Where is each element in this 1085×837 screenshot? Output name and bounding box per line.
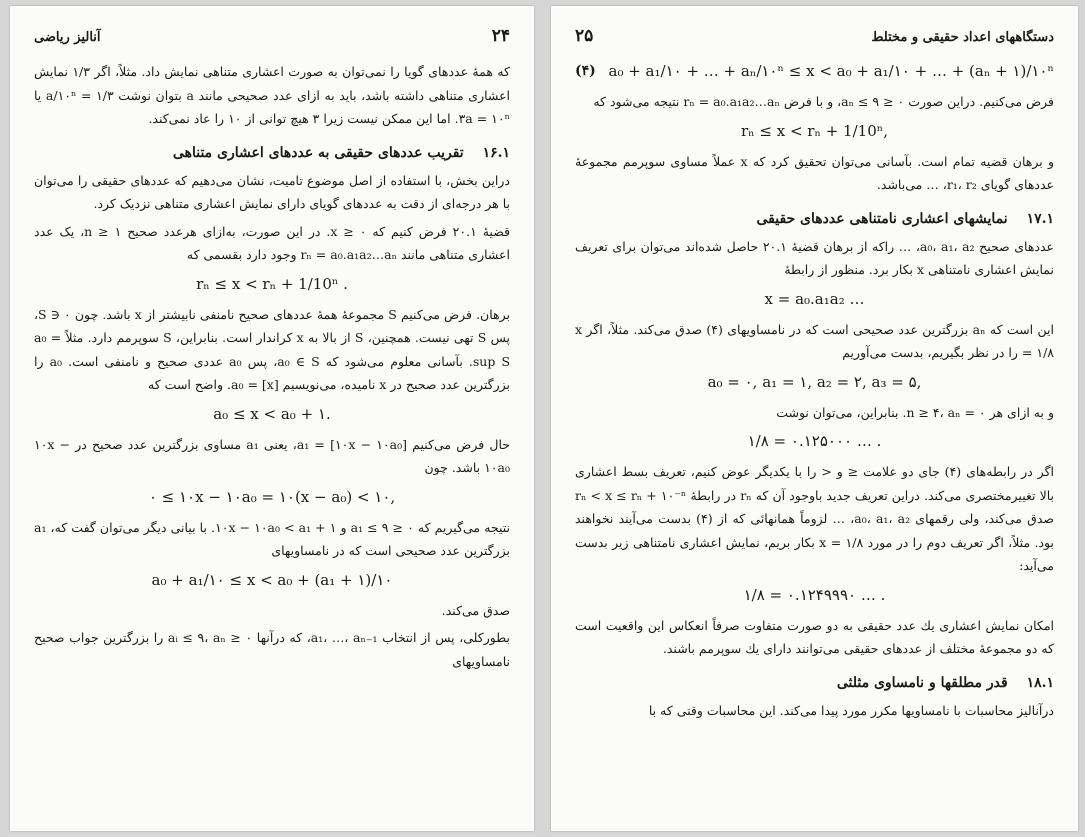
right-page <box>551 6 1078 831</box>
paragraph: که همهٔ عددهای گویا را نمی‌توان به صورت اعشاری متناهی نمایش داد. مثلاً، اگر ۱/۳ نمایش اعشاری متناهی داشته باشد، باید به ازای عدد صحیحی مانند a بتوان نوشت a/۱۰ⁿ = ۱/۳ یا ۳a = ۱۰ⁿ. اما این ممکن نیست زیرا ۳ هیچ توانی از ۱۰ را عاد نمی‌کند. <box>34 64 511 126</box>
running-head: دستگاههای اعداد حقیقی و مختلط <box>871 30 1054 45</box>
equation: a₀ + a₁/۱۰ ≤ x < a₀ + (a₁ + ۱)/۱۰ <box>151 570 393 589</box>
page-number: ۲۴ <box>491 26 510 46</box>
left-page <box>10 6 534 831</box>
section-title: قدر مطلقها و نامساوی مثلثی <box>836 674 1008 691</box>
numbered-equation <box>575 60 1054 82</box>
section-number: ۱۷.۱ <box>1026 210 1054 227</box>
equation: ۱/۸ = ۰.۱۲۴۹۹۹۰ … . <box>743 585 886 604</box>
section-title: تقریب عددهای حقیقی به عددهای اعشاری متناهی <box>172 144 464 161</box>
theorem-statement: قضیهٔ ۲۰.۱ فرض کنیم که x ≥ ۰. در این صورت، به‌ازای هرعدد صحیح n ≥ ۱، یک عدد اعشاری متناهی مانند rₙ = a₀.a₁a₂…aₙ وجود دارد بقسمی که <box>34 223 511 262</box>
section-heading <box>575 673 1054 693</box>
section-number: ۱۶.۱ <box>482 144 510 161</box>
equation: a₀ ≤ x < a₀ + ۱. <box>213 404 331 423</box>
running-head: آنالیز ریاضی <box>34 30 101 45</box>
paragraph: صدق می‌کند. <box>441 602 510 618</box>
proof-paragraph: برهان. فرض می‌کنیم S مجموعهٔ همهٔ عددهای صحیح نامنفی نابیشتر از x باشد. چون S ∋ ۰، پس S تهی نیست. همچنین، S از بالا به x کراندار است. بنابراین، S سوپرمم دارد. مثلاً a₀ = sup S. بآسانی معلوم می‌شود که a₀ ∈ S، پس a₀ عددی صحیح و نامنفی است. a₀ را بزرگترین عدد صحیح در x نامیده، می‌نویسیم a₀ = [x]. واضح است که <box>34 306 511 392</box>
paragraph: فرض می‌کنیم. دراین صورت ۰ ≤ aₙ ≤ ۹، و با فرض rₙ = a₀.a₁a₂…aₙ نتیجه می‌شود که <box>593 94 1054 109</box>
paragraph: و برهان قضیه تمام است. بآسانی می‌توان تحقیق کرد که x عملاً مساوی سوپرمم مجموعهٔ عددهای گویای r₁، r₂، … می‌باشد. <box>575 153 1054 192</box>
section-number: ۱۸.۱ <box>1026 674 1054 691</box>
equation: rₙ ≤ x < rₙ + 1/10ⁿ, <box>740 121 889 140</box>
equation: rₙ ≤ x < rₙ + 1/10ⁿ . <box>196 274 348 293</box>
page-header <box>575 26 1054 46</box>
paragraph: درآنالیز محاسبات با نامساویها مکرر مورد پیدا می‌کند. این محاسبات وقتی که با <box>648 702 1054 718</box>
equation: ۱/۸ = ۰.۱۲۵۰۰۰ … . <box>747 432 882 450</box>
paragraph: امکان نمایش اعشاری یك عدد حقیقی به دو صورت متفاوت صرفاً انعکاس این واقعیت است که دو مجموعهٔ مختلف از عددهای حقیقی می‌توانند دارای یك سوپرمم باشند. <box>575 617 1054 656</box>
section-title: نمایشهای اعشاری نامتناهی عددهای حقیقی <box>756 210 1008 227</box>
paragraph: حال فرض می‌کنیم a₁ = [۱۰x − ۱۰a₀]، یعنی a₁ مساوی بزرگترین عدد صحیح در ۱۰x − ۱۰a₀ باشد. چون <box>34 436 510 475</box>
paragraph: اگر در رابطه‌های (۴) جای دو علامت ≤ و < را با یکدیگر عوض کنیم، تعریف بسط اعشاری بالا تغییرمختصری می‌کند. دراین تعریف جدید باوجود آن که rₙ در رابطهٔ rₙ < x ≤ rₙ + ۱۰⁻ⁿ صدق می‌کند، ولی رقمهای a₀، a₁، a₂، … لزوماً همانهائی که از (۴) بدست می‌آیند نخواهند بود. مثلاً، اگر تعریف دوم را در مورد x = ۱/۸ بکار بریم، نمایش اعشاری نامتناهی زیر بدست می‌آید: <box>575 464 1055 573</box>
paragraph: دراین بخش، با استفاده از اصل موضوع تامیت، نشان می‌دهیم که عددهای حقیقی را می‌توان با هر درجه‌ای از دقت به عددهای گویای دارای نمایش اعشاری متناهی نزدیک کرد. <box>34 172 510 211</box>
page-number: ۲۵ <box>575 26 594 46</box>
page-header <box>34 26 510 46</box>
equation: a₀ = ۰, a₁ = ۱, a₂ = ۲, a₃ = ۵, <box>707 372 922 391</box>
section-heading <box>575 209 1054 229</box>
equation-label: (۴) <box>575 63 596 79</box>
equation: ۰ ≤ ۱۰x − ۱۰a₀ = ۱۰(x − a₀) < ۱۰, <box>148 487 396 506</box>
paragraph: عددهای صحیح a₀، a₁، a₂، … راکه از برهان قضیهٔ ۲۰.۱ حاصل شده‌اند می‌توان برای تعریف نمایش اعشاری نامتناهی x بکار برد. منظور از رابطهٔ <box>575 238 1055 277</box>
paragraph: این است که aₙ بزرگترین عدد صحیحی است که در نامساویهای (۴) صدق می‌کند. مثلاً، اگر x = ۱/۸ را در نظر بگیریم، بدست می‌آوریم <box>575 321 1054 360</box>
paragraph: نتیجه می‌گیریم که ۰ ≤ a₁ ≤ ۹ و ۱۰x − ۱۰a₀ < a₁ + ۱. با بیانی دیگر می‌توان گفت که، a₁ بزرگترین عدد صحیحی است که در نامساویهای <box>34 519 511 558</box>
paragraph: و به ازای هر n ≥ ۴، aₙ = ۰. بنابراین، می‌توان نوشت <box>776 404 1054 420</box>
paragraph: بطورکلی، پس از انتخاب a₁، …، aₙ₋₁، که درآنها ۰ ≤ aᵢ ≤ ۹، aₙ را بزرگترین جواب صحیح نامساویهای <box>34 630 510 669</box>
equation: x = a₀.a₁a₂ … <box>764 289 865 308</box>
equation: a₀ + a₁/۱۰ + … + aₙ/۱۰ⁿ ≤ x < a₀ + a₁/۱۰ + … + (aₙ + ۱)/۱۰ⁿ <box>608 62 1054 80</box>
section-heading <box>34 143 510 163</box>
